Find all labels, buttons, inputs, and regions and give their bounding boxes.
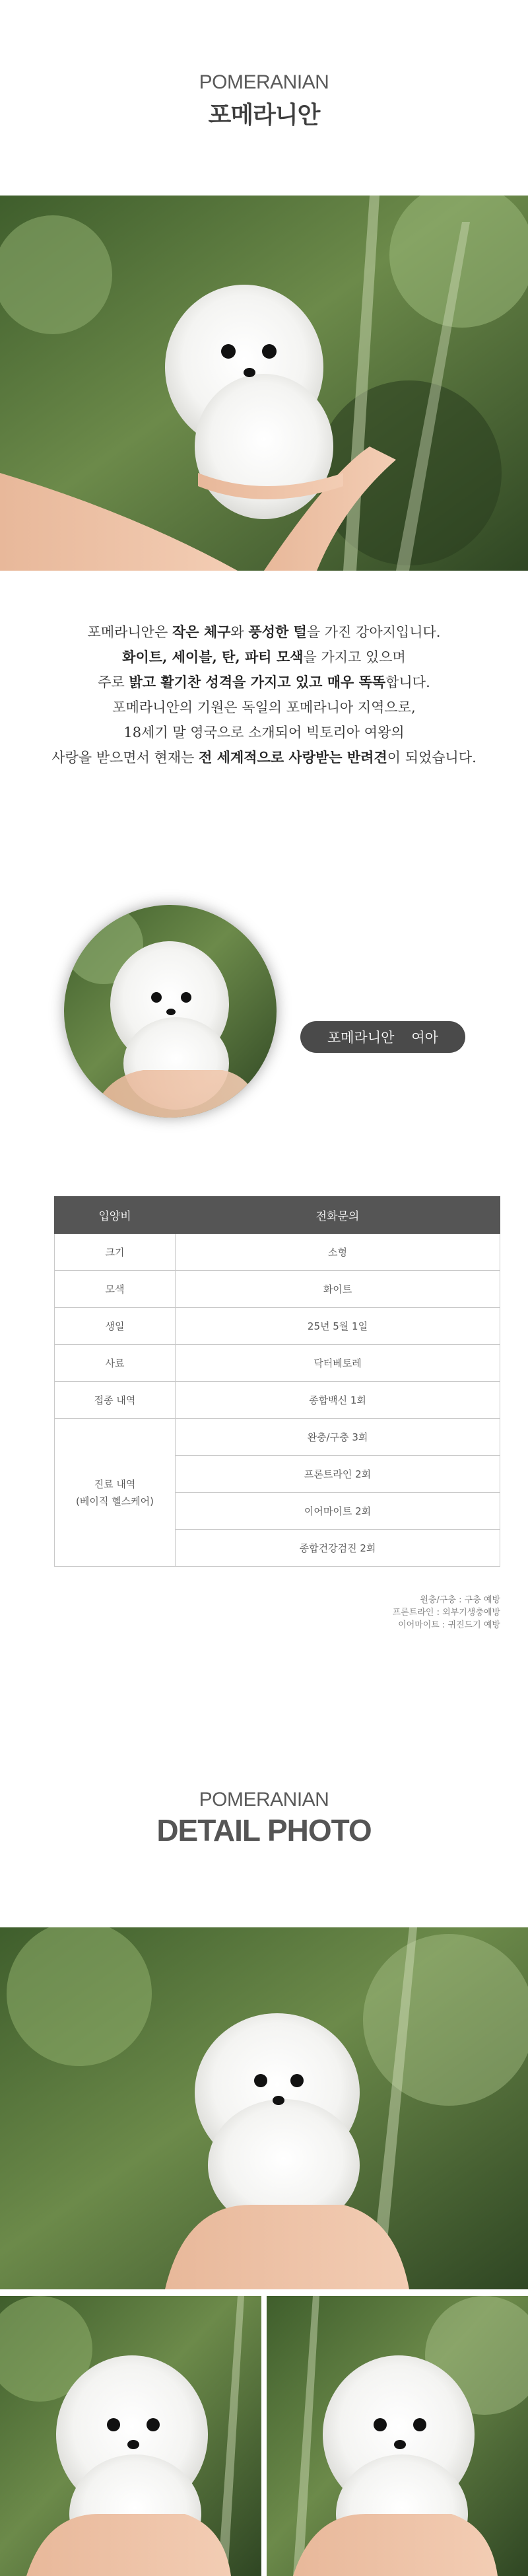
row-label: 사료 xyxy=(55,1345,176,1382)
header-english-title: POMERANIAN xyxy=(199,71,329,93)
table-row xyxy=(55,1271,500,1308)
detail-photo-large xyxy=(0,1927,528,2289)
page-header xyxy=(0,71,528,130)
table-row xyxy=(55,1345,500,1382)
table-header-row xyxy=(55,1197,500,1234)
intro-line: 화이트, 세이블, 탄, 파티 모색을 가지고 있으며 xyxy=(122,649,406,665)
row-label: 모색 xyxy=(55,1271,176,1308)
note-line: 프론트라인 : 외부기생충예방 xyxy=(392,1608,500,1618)
puppy-name-badge xyxy=(300,1021,465,1053)
table-header-cell: 전화문의 xyxy=(176,1197,500,1234)
note-line: 이어마이트 : 귀진드기 예방 xyxy=(398,1620,500,1630)
detail-photo-right xyxy=(267,2296,528,2576)
intro-line: 주로 밝고 활기찬 성격을 가지고 있고 매우 똑똑합니다. xyxy=(98,674,430,690)
table-notes xyxy=(393,1594,500,1631)
care-item: 이어마이트 2회 xyxy=(176,1493,500,1530)
care-item: 완충/구충 3회 xyxy=(176,1419,500,1456)
row-label: 생일 xyxy=(55,1308,176,1345)
intro-line: 사랑을 받으면서 현재는 전 세계적으로 사랑받는 반려견이 되었습니다. xyxy=(51,749,477,766)
table-row xyxy=(55,1234,500,1271)
table-header-cell: 입양비 xyxy=(55,1197,176,1234)
row-value: 종합백신 1회 xyxy=(176,1382,500,1419)
table-row xyxy=(55,1419,500,1456)
detail-photo-header xyxy=(0,1789,528,1848)
table-row xyxy=(55,1308,500,1345)
care-item: 종합건강검진 2회 xyxy=(176,1530,500,1567)
main-puppy-photo xyxy=(0,196,528,571)
detail-photo-left xyxy=(0,2296,261,2576)
care-label-sub: (베이직 헬스케어) xyxy=(76,1495,154,1507)
note-line: 원충/구충 : 구충 예방 xyxy=(420,1595,500,1605)
detail-english-label: POMERANIAN xyxy=(199,1789,329,1810)
detail-title: DETAIL PHOTO xyxy=(156,1813,372,1847)
care-label xyxy=(55,1419,176,1567)
row-label: 크기 xyxy=(55,1234,176,1271)
sex-label: 여아 xyxy=(411,1030,438,1046)
care-item: 프론트라인 2회 xyxy=(176,1456,500,1493)
table-row xyxy=(55,1382,500,1419)
row-value: 25년 5월 1일 xyxy=(176,1308,500,1345)
row-value: 닥터베토레 xyxy=(176,1345,500,1382)
breed-label: 포메라니안 xyxy=(327,1030,395,1046)
intro-line: 포메라니안은 작은 체구와 풍성한 털을 가진 강아지입니다. xyxy=(87,624,441,640)
row-label: 접종 내역 xyxy=(55,1382,176,1419)
intro-line: 18세기 말 영국으로 소개되어 빅토리아 여왕의 xyxy=(123,725,405,740)
header-korean-title: 포메라니안 xyxy=(208,102,320,129)
intro-line: 포메라니안의 기원은 독일의 포메라니아 지역으로, xyxy=(112,699,416,715)
row-value: 화이트 xyxy=(176,1271,500,1308)
puppy-info-table xyxy=(54,1196,500,1567)
row-value: 소형 xyxy=(176,1234,500,1271)
care-label-main: 진료 내역 xyxy=(94,1478,136,1490)
breed-introduction xyxy=(0,620,528,770)
profile-photo xyxy=(64,905,277,1118)
